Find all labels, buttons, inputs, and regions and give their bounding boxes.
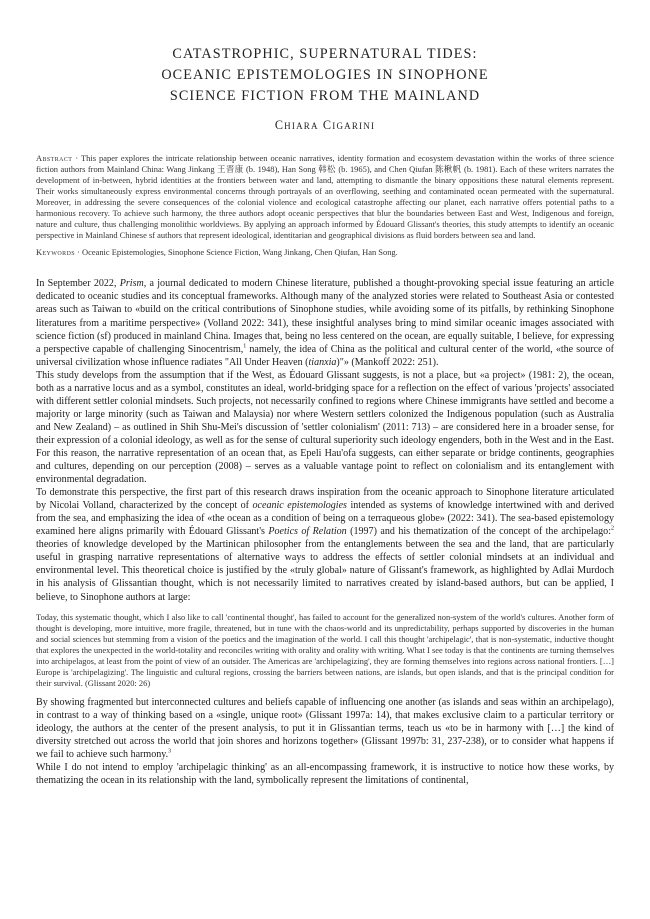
p3-text-a: To demonstrate this perspective, the first part of this research draws inspiration from the oceanic approach to Sinophone literature articulated by Nicolai Volland, characterized by the concept of — [36, 487, 614, 512]
title-line-1: CATASTROPHIC, SUPERNATURAL TIDES: — [172, 46, 478, 62]
paragraph-4 — [36, 696, 614, 761]
keywords-text: Oceanic Epistemologies, Sinophone Science Fiction, Wang Jinkang, Chen Qiufan, Han Song. — [82, 247, 398, 258]
term-oceanic-epistemologies: oceanic epistemologies — [252, 500, 347, 512]
abstract — [36, 153, 614, 241]
block-quote: Today, this systematic thought, which I also like to call 'continental thought', has failed to account for the generalized non-system of the world's cultures. Another form of thought is developing, more intuitive, more fragile, threatened, but in tune with the chaos-world and its unpredictability, perhaps supported by discoveries in the human and social sciences but stemming from a vision of the poetics and the imagination of the world. I call this thought 'archipelagic', that is non-systematic, inductive thought that explores the unexpected in the world-totality and reconciles writing with orality and orality with writing. What I see today is that the continents are turning themselves into archipelagos, at least from the point of view of an outsider. The Americas are 'archipelagizing', they are forming themselves into regions across national frontiers. […] Europe is 'archipelagizing'. The linguistic and cultural regions, crossing the barriers between nations, are islands, but open islands, and that is the principal condition for their survival. (Glissant 2020: 26) — [36, 611, 614, 689]
paragraph-2: This study develops from the assumption that if the West, as Édouard Glissant suggests, is not a place, but «a project» (1981: 2), the ocean, both as a narrative locus and as a symbol, constitutes an ideal, world-bridging space for a reflection on the effect of various 'projects' associated with different settler colonial mindsets. Such projects, not necessarily confined to regions where Chinese immigrants have settled and become a majority or large minority (such as Taiwan and Malaysia) nor where Western settlers colonized the Indigenous population (such as Australia and New Zealand) – as outlined in Shih Shu-Mei's discussion of 'settler colonialism' (2011: 713) – are considered here in a broader sense, for their expression of a colonial ideology, as well as for the sense of cultural superiority such ideology engenders, both in the West and in the East. For this reason, the narrative representation of an ocean that, as Epeli Hau'ofa suggests, can either separate or bridge continents, geographies and cultures, depending on our perception (2008) – serves as a valuable vantage point to reflect on colonialism and its entanglement with environmental degradation. — [36, 369, 614, 486]
abstract-text: This paper explores the intricate relationship between oceanic narratives, identity formation and ecosystem devastation within the works of three science fiction authors from Mainland China: Wang Jinkang 王晋康 (b. 1948), Han Song 韩松 (b. 1965), and Chen Qiufan 陈楸帆 (b. 1981). Each of these writers narrates the development of in-between, hybrid identities at the frontiers between water and land, attempting to dismantle the binary oppositions these natural elements represent. Their works simultaneously express environmental concerns through portrayals of an overflowing, seething and contaminated ocean permeated with the supernatural. Moreover, in addressing the severe consequences of the colonial violence and ecological catastrophe affecting our planet, each narrative offers potential paths to a harmonious recovery. To achieve such harmony, the three authors adopt oceanic perspectives that blur the boundaries between East and West, Indigenous and foreign, nature and culture, thus challenging monolithic worldviews. By applying an approach informed by Édouard Glissant's theories, this study attempts to identify an oceanic perspective in Mainland Chinese sf authors that represent ideological, identitarian and geographical divisions as fluid borders between sea and land. — [36, 153, 614, 241]
p1-text-a: In September 2022, — [36, 278, 120, 290]
title-line-2: OCEANIC EPISTEMOLOGIES IN SINOPHONE — [161, 67, 489, 83]
p3-text-e: (1997) and his thematization of the concept of the archipelago: — [346, 526, 612, 538]
book-title-poetics-of-relation: Poetics of Relation — [268, 526, 347, 538]
p1-text-c: , a journal dedicated to modern Chinese literature, published a thought-provoking special issue featuring an article dedicated to oceanic studies and its conceptual frameworks. Although many of the analyzed stories were related to Southeast Asia or contested areas such as Taiwan to «build on the critical contributions of Sinophone studies, while avoiding some of its pitfalls, by rethinking Sinophone literatures from a maritime perspective» (Volland 2022: 341), these insightful analyses bring to mind similar oceanic images associated with science fiction (sf) produced in mainland China. Images that, being no less centered on the ocean, are equally suitable, I believe, for expressing a perspective capable of challenging Sinocentrism, — [36, 278, 614, 355]
p4-text-a: By showing fragmented but interconnected cultures and beliefs capable of influencing one another (as islands and seas within an archipelago), in contrast to a way of thinking based on a «single, unique root» (Glissant 1997a: 14), that makes exclusive claim to a particular territory or ideology, the authors at the center of the present analysis, to put it in Glissantian terms, teach us «to be in harmony with […] the kind of diversity stretched out across the world that join shores and horizons together» (Glissant 1997b: 31, 237-238), or to consider what happens if we fail to achieve such harmony. — [36, 697, 614, 761]
article-page — [36, 44, 614, 788]
journal-title-prism: Prism — [119, 278, 144, 290]
footnote-ref-3[interactable]: 3 — [168, 749, 172, 756]
keywords-label: Keywords — [36, 247, 75, 258]
p3-text-c: intended as systems of knowledge intertwined with and derived from the sea, and emphasizing the idea of «the ocean as a condition of being on a terraqueous globe» (2022: 341). The sea-based epistemology examined here aligns primarily with Édouard Glissant's — [36, 500, 614, 538]
title-line-3: SCIENCE FICTION FROM THE MAINLAND — [169, 88, 481, 104]
p1-text-f: )"» (Mankoff 2022: 251). — [336, 356, 439, 368]
article-body — [36, 277, 614, 787]
paragraph-5: While I do not intend to employ 'archipelagic thinking' as an all-encompassing framework, it is instructive to notice how these works, by thematizing the ocean in its relationship with the land, symbolically represent the limitations of continental, — [36, 762, 614, 787]
author-name: Chiara Cigarini — [274, 118, 376, 132]
footnote-ref-2[interactable]: 2 — [611, 525, 615, 532]
abstract-label: Abstract — [36, 153, 73, 163]
p3-text-f: theories of knowledge developed by the Martinican philosopher from the entanglements between the sea and the land, that are particularly useful in grasping narrative representations of alternative ways to address the effects of settler colonial mindsets at an individual and environmental level. This theoretical choice is justified by the «truly global» nature of Glissant's framework, as highlighted by Adlai Murdoch in his analysis of Glissantian thought, which is not necessarily limited to narratives created by island-based authors, but can be applied, I believe, to Sinophone authors at large: — [36, 539, 614, 603]
keywords — [36, 247, 614, 258]
abstract-separator: · — [72, 153, 82, 163]
keywords-separator: · — [74, 247, 82, 258]
paragraph-3 — [36, 486, 614, 603]
article-title — [36, 44, 614, 133]
p1-text-d: namely, the idea of China as the political and cultural center of the world, «the source of universal civilization whose influence radiates "All Under Heaven ( — [36, 343, 614, 368]
footnote-ref-1[interactable]: 1 — [243, 343, 247, 350]
paragraph-1 — [36, 277, 614, 368]
term-tianxia: tianxia — [308, 356, 337, 368]
